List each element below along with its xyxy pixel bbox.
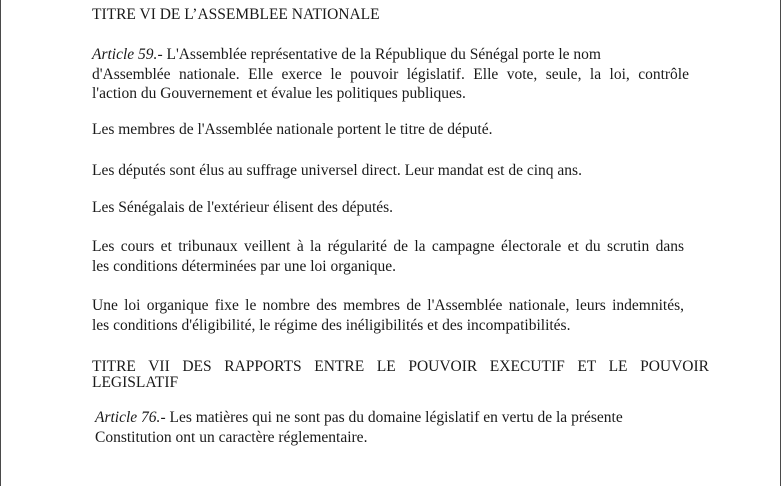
paragraph-deputes-titre: Les membres de l'Assemblée nationale portent le titre de député. xyxy=(92,121,493,138)
article-59-label: Article 59. xyxy=(92,46,158,63)
paragraph-exterieur: Les Sénégalais de l'extérieur élisent des députés. xyxy=(92,199,394,216)
title-vii-line-2: LEGISLATIF xyxy=(92,374,179,391)
article-59-text-1: - L'Assemblée représentative de la République du Sénégal porte le nom xyxy=(157,46,601,63)
article-59-line-3: l'action du Gouvernement et évalue les politiques publiques. xyxy=(92,85,466,102)
paragraph-tribunaux-line-1: Les cours et tribunaux veillent à la régularité de la campagne électorale et du scrutin dans xyxy=(92,238,684,255)
article-59-line-1 xyxy=(92,46,689,64)
article-59-line-2: d'Assemblée nationale. Elle exerce le pouvoir législatif. Elle vote, seule, la loi, contrôle xyxy=(92,66,689,83)
paragraph-loi-organique-line-1: Une loi organique fixe le nombre des membres de l'Assemblée nationale, leurs indemnités, xyxy=(92,297,684,314)
title-vii-line-1: TITRE VII DES RAPPORTS ENTRE LE POUVOIR EXECUTIF ET LE POUVOIR xyxy=(92,358,709,375)
paragraph-loi-organique-line-2: les conditions d'éligibilité, le régime des inéligibilités et des incompatibilités. xyxy=(92,317,571,334)
article-76-text-1: - Les matières qui ne sont pas du domaine législatif en vertu de la présente xyxy=(160,409,623,426)
title-vi-heading: TITRE VI DE L’ASSEMBLEE NATIONALE xyxy=(92,6,380,23)
paragraph-tribunaux-line-2: les conditions déterminées par une loi organique. xyxy=(92,258,397,275)
article-76-line-1 xyxy=(95,409,686,427)
article-76-line-2: Constitution ont un caractère réglementaire. xyxy=(95,429,368,446)
paragraph-suffrage: Les députés sont élus au suffrage universel direct. Leur mandat est de cinq ans. xyxy=(92,162,582,179)
article-76-label: Article 76. xyxy=(95,409,161,426)
